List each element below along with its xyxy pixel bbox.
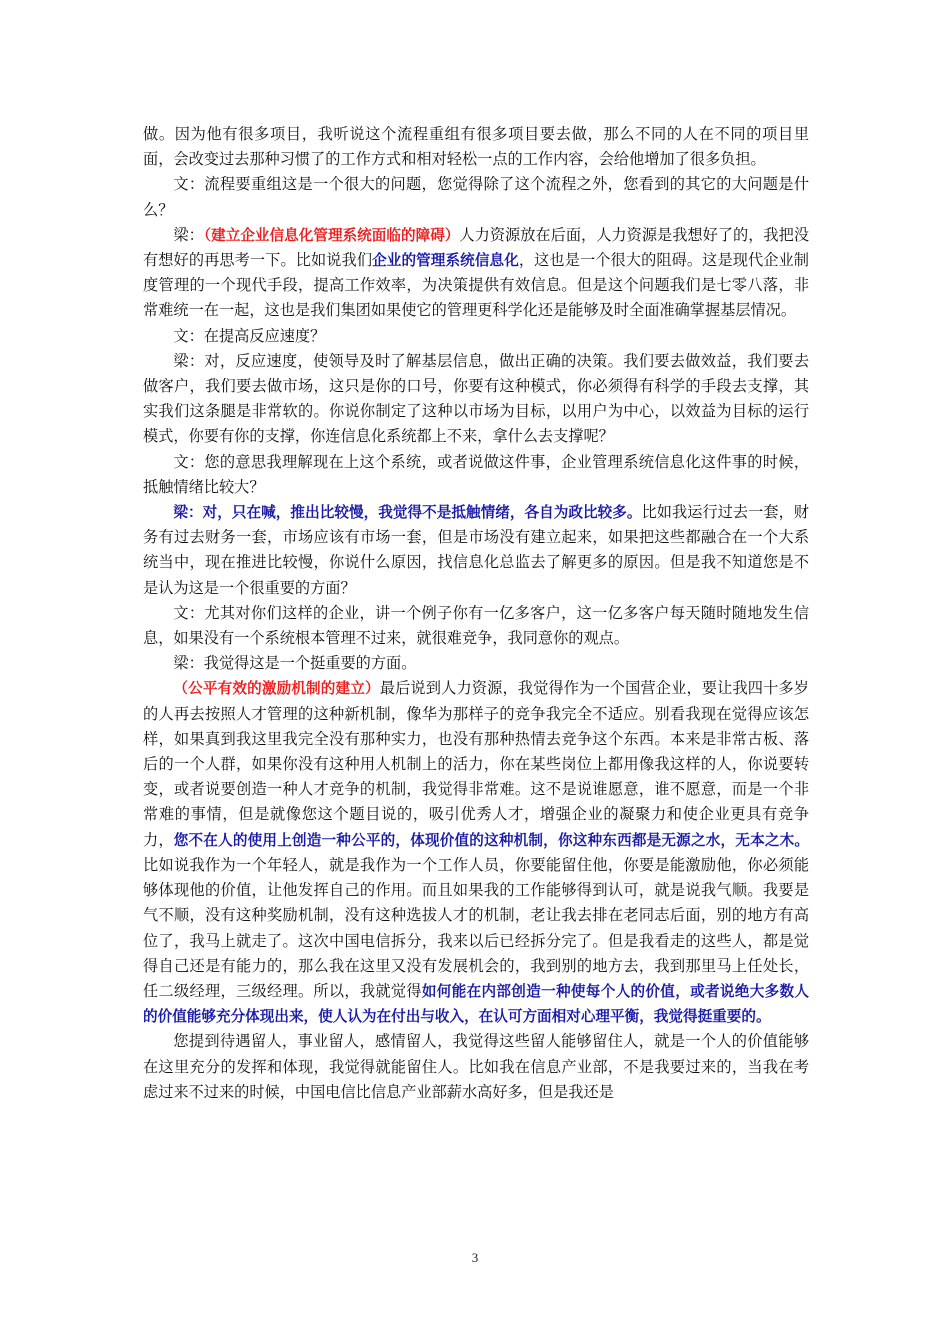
paragraph: [143, 324, 809, 349]
paragraph-text: 您提到待遇留人，事业留人，感情留人，我觉得这些留人能够留住人，就是一个人的价值能够在这里充分的发挥和体现，我觉得就能留住人。比如我在信息产业部，不是我要过来的，当我在考虑过来不过来的时候，中国电信比信息产业部薪水高好多，但是我还是: [143, 1032, 809, 1101]
emphasis-text: 企业的管理系统信息化: [372, 252, 519, 270]
paragraph-text: 文：在提高反应速度？: [173, 326, 326, 345]
paragraph-text: 文：您的意思我理解现在上这个系统，或者说做这件事，企业管理系统信息化这件事的时候，抵触情绪比较大？: [143, 452, 809, 496]
paragraph: [143, 500, 809, 601]
emphasis-text: 梁：对，只在喊，推出比较慢，我觉得不是抵触情绪，各自为政比较多。: [173, 504, 642, 522]
paragraph-text: 梁：对，反应速度，使领导及时了解基层信息，做出正确的决策。我们要去做效益，我们要去做客户，我们要去做市场，这只是你的口号，你要有这种模式，你必须得有科学的手段去支撑，其实我们这条腿是非常软的。你说你制定了这种以市场为目标，以用户为中心，以效益为目标的运行模式，你要有你的支撑，你连信息化系统都上不来，拿什么去支撑呢？: [143, 351, 809, 446]
emphasis-text: 如何能在内部创造一种使每个人的价值，或者说绝大多数人的价值能够充分体现出来，使人认为在付出与收入，在认可方面相对心理平衡，我觉得挺重要的。: [143, 982, 809, 1026]
paragraph-text: 人力资源放在后面，人力资源是我想好了的，我把没有想好的再思考一下。比如说我们: [143, 225, 810, 270]
paragraph: [143, 450, 809, 500]
paragraph: [143, 349, 809, 450]
paragraph: [143, 1029, 809, 1105]
paragraph-text: ，这也是一个很大的阻碍。这是现代企业制度管理的一个现代手段，提高工作效率，为决策提供有效信息。但是这个问题我们是七零八落，非常难统一在一起，这也是我们集团如果使它的管理更科学化还是能够及时全面准确掌握基层情况。: [143, 251, 809, 320]
paragraph-text: 梁：: [173, 225, 204, 244]
emphasis-text: 您不在人的使用上创造一种公平的，体现价值的这种机制，你这种东西都是无源之水，无本之木。: [173, 831, 809, 849]
paragraph-text: 比如我运行过去一套，财务有过去财务一套，市场应该有市场一套，但是市场没有建立起来，如果把这些都融合在一个大系统当中，现在推进比较慢，你说什么原因，找信息化总监去了解更多的原因。但是我不知道您是不是认为这是一个很重要的方面？: [143, 503, 809, 597]
paragraph: [143, 223, 809, 324]
section-heading: （公平有效的激励机制的建立）: [173, 680, 380, 698]
paragraph-text: 梁：我觉得这是一个挺重要的方面。: [173, 654, 417, 673]
paragraph-text: 文：流程要重组这是一个很大的问题，您觉得除了这个流程之外，您看到的其它的大问题是什么？: [143, 175, 809, 219]
paragraph-text: 做。因为他有很多项目，我听说这个流程重组有很多项目要去做，那么不同的人在不同的项目里面，会改变过去那种习惯了的工作方式和相对轻松一点的工作内容，会给他增加了很多负担。: [143, 125, 809, 169]
paragraph-text: 比如说我作为一个年轻人，就是我作为一个工作人员，你要能留住他，你要是能激励他，你必须能够体现他的价值，让他发挥自己的作用。而且如果我的工作能够得到认可，就是说我气顺。我要是气不顺，没有这种奖励机制，没有这种选拔人才的机制，老让我去排在老同志后面，别的地方有高位了，我马上就走了。这次中国电信拆分，我来以后已经拆分完了。但是我看走的这些人，都是觉得自己还是有能力的，那么我在这里又没有发展机会的，我到别的地方去，我到那里马上任处长，任二级经理，三级经理。所以，我就觉得: [143, 855, 809, 1000]
paragraph: [143, 676, 809, 1029]
section-heading: （建立企业信息化管理系统面临的障碍）: [203, 226, 460, 244]
paragraph: [143, 172, 809, 222]
paragraph: [143, 122, 809, 172]
page-number: 3: [471, 1250, 479, 1265]
paragraph: [143, 651, 809, 676]
document-body: [143, 122, 809, 1105]
paragraph-text: 最后说到人力资源，我觉得作为一个国营企业，要让我四十多岁的人再去按照人才管理的这种新机制，像华为那样子的竞争我完全不适应。别看我现在觉得应该怎样，如果真到我这里我完全没有那种实力，也没有那种热情去竞争这个东西。本来是非常古板、落后的一个人群，如果你没有这种用人机制上的活力，你在某些岗位上都用像我这样的人，你说要转变，或者说要创造一种人才竞争的机制，我觉得非常难。这不是说谁愿意，谁不愿意，而是一个非常难的事情，但是就像您这个题目说的，吸引优秀人才，增强企业的凝聚力和使企业更具有竞争力，: [143, 679, 809, 849]
paragraph: [143, 601, 809, 651]
paragraph-text: 文：尤其对你们这样的企业，讲一个例子你有一亿多客户，这一亿多客户每天随时随地发生信息，如果没有一个系统根本管理不过来，就很难竞争，我同意你的观点。: [143, 603, 809, 648]
